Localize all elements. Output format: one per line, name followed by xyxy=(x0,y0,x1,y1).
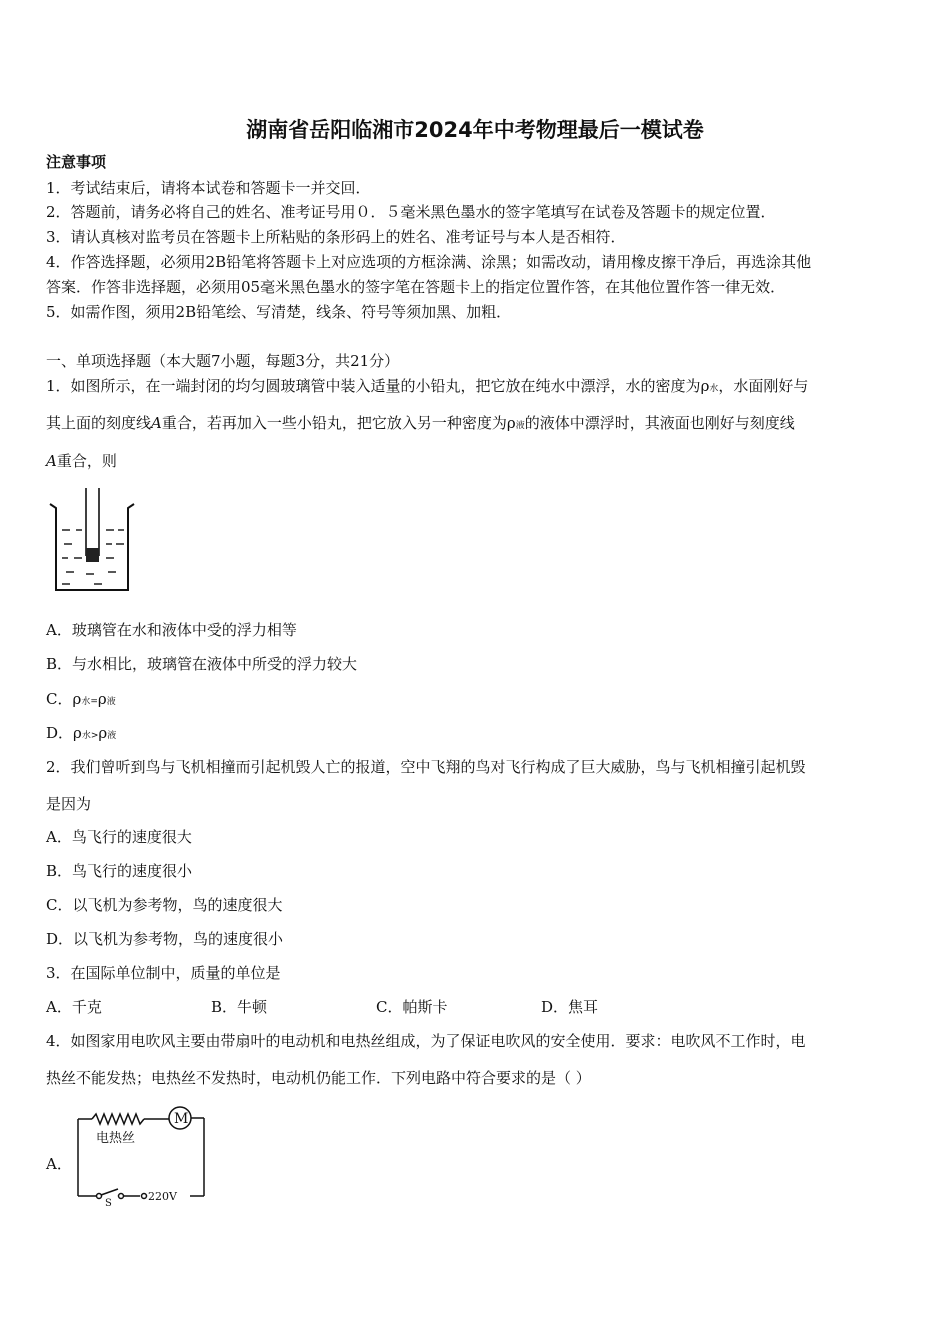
scale-mark-a: A xyxy=(46,452,57,470)
q2-stem-line-2: 是因为 xyxy=(46,795,92,813)
q1-option-d xyxy=(46,723,116,746)
scale-mark-a: A xyxy=(151,414,162,432)
notice-item-1: 1．考试结束后，请将本试卷和答题卡一并交回． xyxy=(46,179,371,197)
subscript-liquid: 液 xyxy=(107,731,117,741)
subscript-water: 水 xyxy=(81,731,91,741)
subscript-liquid: 液 xyxy=(106,697,116,707)
circuit-diagram xyxy=(74,1102,210,1206)
q1-option-c xyxy=(46,689,116,712)
source-label: 220V xyxy=(148,1190,177,1203)
subscript-water: 水 xyxy=(81,697,91,707)
q3-option-a: A．千克 xyxy=(46,998,102,1016)
q1-text: 1．如图所示，在一端封闭的均匀圆玻璃管中装入适量的小铅丸，把它放在纯水中漂浮，水的密度为 xyxy=(46,377,701,395)
switch-label: S xyxy=(105,1198,112,1206)
notice-heading: 注意事项 xyxy=(46,153,107,171)
subscript-liquid: 液 xyxy=(515,421,525,431)
rho-symbol: ρ xyxy=(506,414,516,432)
q2-option-b: B．鸟飞行的速度很小 xyxy=(46,862,193,880)
relation-sign: = xyxy=(90,697,98,707)
notice-item-3: 3．请认真核对监考员在答题卡上所粘贴的条形码上的姓名、准考证号与本人是否相符． xyxy=(46,228,626,246)
rho-symbol: ρ xyxy=(72,690,82,708)
notice-item-2: 2．答题前，请务必将自己的姓名、准考证号用０．５毫米黑色墨水的签字笔填写在试卷及答题卡的规定位置． xyxy=(46,203,776,221)
q1-text: 重合，若再加入一些小铅丸，把它放入另一种密度为 xyxy=(161,414,507,432)
q2-stem-line-1: 2．我们曾听到鸟与飞机相撞而引起机毁人亡的报道，空中飞翔的鸟对飞行构成了巨大威胁，鸟与飞机相撞引起机毁 xyxy=(46,758,806,776)
subscript-water: 水 xyxy=(709,384,719,394)
notice-item-4-cont: 答案．作答非选择题，必须用05毫米黑色墨水的签字笔在答题卡上的指定位置作答，在其他位置作答一律无效． xyxy=(46,278,786,296)
q1-text: 其上面的刻度线 xyxy=(46,414,152,432)
q1-option-b: B．与水相比，玻璃管在液体中所受的浮力较大 xyxy=(46,655,358,673)
q3-option-c: C．帕斯卡 xyxy=(376,998,448,1016)
rho-symbol: ρ xyxy=(97,690,107,708)
option-label: D． xyxy=(46,724,74,742)
q4-stem-line-1: 4．如图家用电吹风主要由带扇叶的电动机和电热丝组成，为了保证电吹风的安全使用．要求：电吹风不工作时，电 xyxy=(46,1032,806,1050)
rho-symbol: ρ xyxy=(700,377,710,395)
q3-option-d: D．焦耳 xyxy=(541,998,599,1016)
q1-text: ，水面刚好与 xyxy=(718,377,809,395)
q2-option-c: C．以飞机为参考物，鸟的速度很大 xyxy=(46,896,283,914)
q1-text: 的液体中漂浮时，其液面也刚好与刻度线 xyxy=(524,414,795,432)
notice-item-5: 5．如需作图，须用2B铅笔绘、写清楚，线条、符号等须加黑、加粗． xyxy=(46,303,512,321)
option-label: C． xyxy=(46,690,73,708)
page-title: 湖南省岳阳临湘市2024年中考物理最后一模试卷 xyxy=(246,118,704,142)
q1-line-1 xyxy=(46,376,808,399)
relation-sign: > xyxy=(90,731,99,741)
q4-stem-line-2: 热丝不能发热；电热丝不发热时，电动机仍能工作．下列电路中符合要求的是（ ） xyxy=(46,1069,591,1087)
q1-text: 重合，则 xyxy=(56,452,117,470)
q1-line-3 xyxy=(46,451,117,471)
q2-option-d: D．以飞机为参考物，鸟的速度很小 xyxy=(46,930,284,948)
q1-option-a: A．玻璃管在水和液体中受的浮力相等 xyxy=(46,621,297,639)
beaker-figure xyxy=(46,486,138,594)
q2-option-a: A．鸟飞行的速度很大 xyxy=(46,828,192,846)
notice-item-4: 4．作答选择题，必须用2B铅笔将答题卡上对应选项的方框涂满、涂黑；如需改动，请用橡皮擦干净后，再选涂其他 xyxy=(46,253,812,271)
motor-label: M xyxy=(174,1111,189,1127)
q4-option-a: A． xyxy=(46,1155,72,1173)
q1-line-2 xyxy=(46,413,795,436)
rho-symbol: ρ xyxy=(73,724,82,742)
heater-label: 电热丝 xyxy=(96,1131,136,1146)
section-heading: 一、单项选择题（本大题7小题，每题3分，共21分） xyxy=(46,352,400,370)
rho-symbol: ρ xyxy=(98,724,108,742)
q3-stem: 3．在国际单位制中，质量的单位是 xyxy=(46,964,281,982)
q3-option-b: B．牛顿 xyxy=(211,998,268,1016)
